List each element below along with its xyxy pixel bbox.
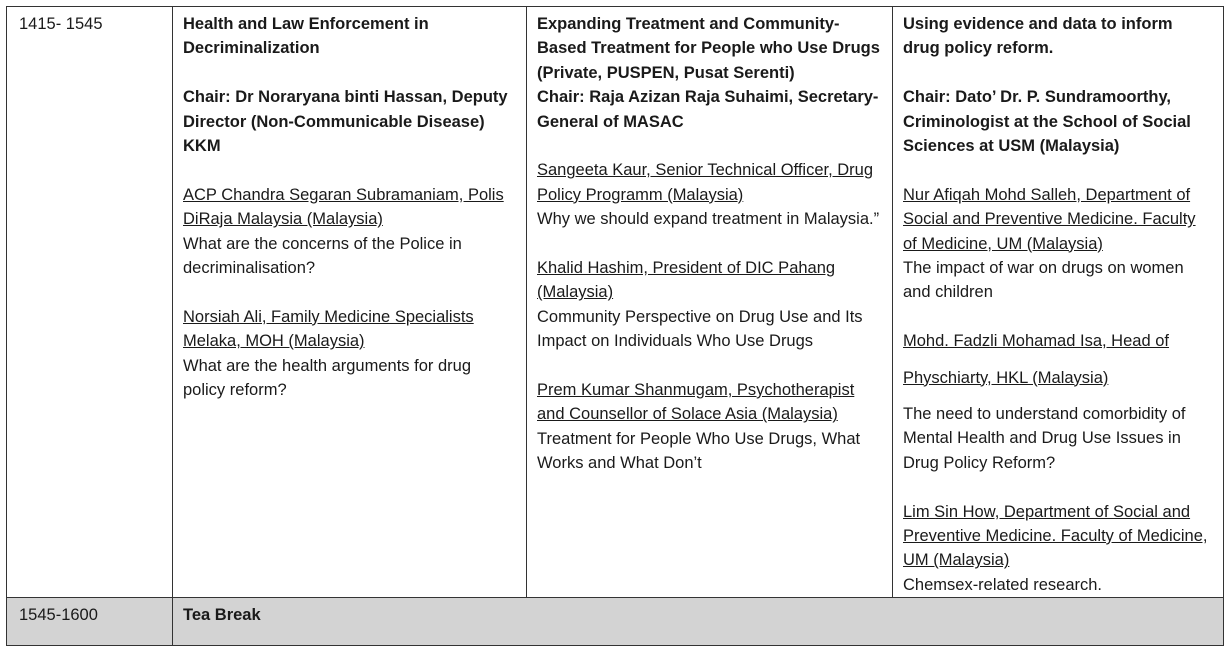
session-chair: Chair: Dato’ Dr. P. Sundramoorthy, Criminologist at the School of Social Sciences at USM (Malaysia)	[903, 88, 1191, 156]
speaker-link[interactable]: Sangeeta Kaur, Senior Technical Officer, Drug Policy Programm (Malaysia)	[537, 161, 874, 204]
session-title: Expanding Treatment and Community-Based Treatment for People who Use Drugs (Private, PUSPEN, Pusat Serenti)	[537, 15, 880, 82]
schedule-table	[6, 6, 1224, 646]
speaker-link[interactable]: Lim Sin How, Department of Social and Preventive Medicine. Faculty of Medicine, UM (Malaysia)	[903, 502, 1208, 570]
speaker-link[interactable]: Khalid Hashim, President of DIC Pahang (Malaysia)	[537, 259, 836, 302]
speaker-link-continued[interactable]: Physchiarty, HKL (Malaysia)	[903, 368, 1109, 387]
session-health-law	[173, 7, 527, 598]
talk-topic: Treatment for People Who Use Drugs, What Works and What Don’t	[537, 429, 861, 473]
session-treatment	[527, 7, 893, 598]
session-chair: Chair: Dr Noraryana binti Hassan, Deputy Director (Non-Communicable Disease) KKM	[183, 88, 508, 156]
speaker-link[interactable]: Norsiah Ali, Family Medicine Specialists Melaka, MOH (Malaysia)	[183, 307, 474, 351]
speaker-link[interactable]: Mohd. Fadzli Mohamad Isa, Head of	[903, 332, 1169, 351]
speaker-link[interactable]: Nur Afiqah Mohd Salleh, Department of Social and Preventive Medicine. Faculty of Medicine, UM (Malaysia)	[903, 185, 1196, 253]
session-title: Health and Law Enforcement in Decriminalization	[183, 15, 429, 58]
talk-topic: Chemsex-related research.	[903, 575, 1102, 594]
schedule-row-session	[7, 7, 1224, 598]
schedule-row-break	[7, 598, 1224, 646]
speaker-link[interactable]: Prem Kumar Shanmugam, Psychotherapist and Counsellor of Solace Asia (Malaysia)	[537, 381, 855, 424]
talk-topic: Why we should expand treatment in Malaysia.”	[537, 210, 880, 229]
session-title: Using evidence and data to inform drug policy reform.	[903, 15, 1173, 58]
session-chair: Chair: Raja Azizan Raja Suhaimi, Secretary-General of MASAC	[537, 88, 879, 131]
break-cell	[173, 598, 1224, 646]
session-evidence-data	[893, 7, 1224, 598]
speaker-link[interactable]: ACP Chandra Segaran Subramaniam, Polis DiRaja Malaysia (Malaysia)	[183, 185, 504, 229]
talk-topic: The impact of war on drugs on women and children	[903, 259, 1184, 302]
talk-topic: What are the concerns of the Police in decriminalisation?	[183, 234, 462, 278]
break-label: Tea Break	[183, 606, 261, 625]
time-cell: 1415- 1545	[7, 7, 173, 598]
talk-topic: Community Perspective on Drug Use and Its Impact on Individuals Who Use Drugs	[537, 307, 863, 351]
talk-topic: What are the health arguments for drug policy reform?	[183, 356, 471, 400]
talk-topic: The need to understand comorbidity of Mental Health and Drug Use Issues in Drug Policy Reform?	[903, 405, 1186, 472]
time-cell: 1545-1600	[7, 598, 173, 646]
